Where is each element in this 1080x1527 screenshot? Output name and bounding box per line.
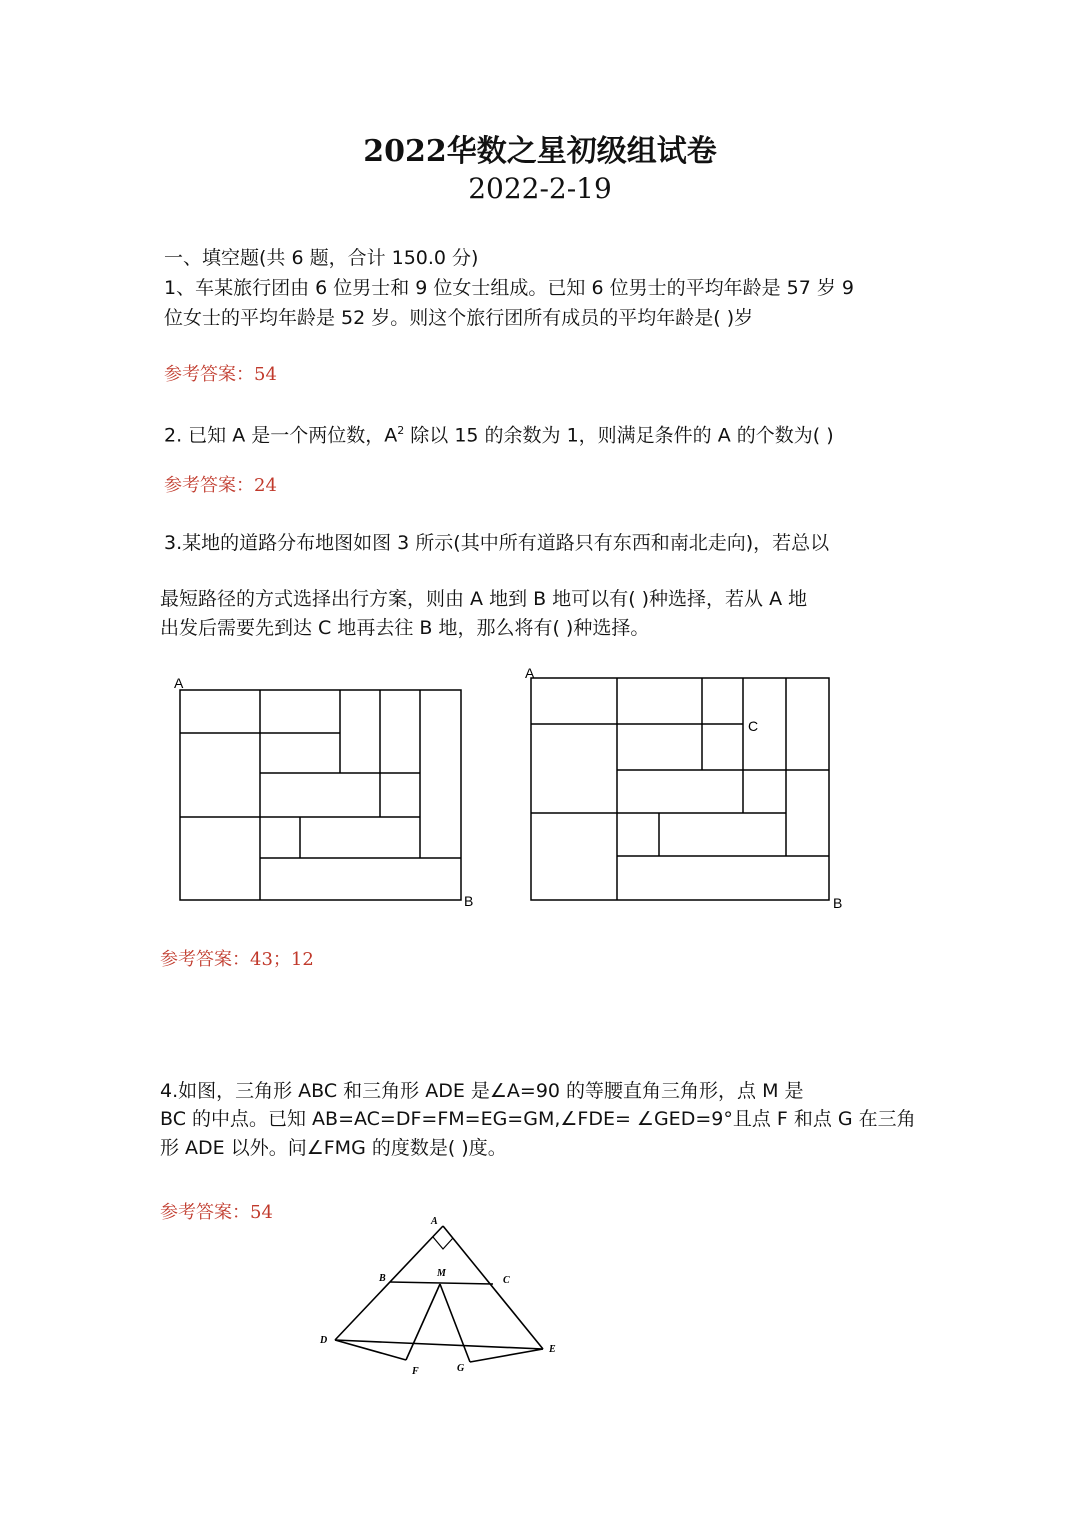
q3-line-3: 出发后需要先到达 C 地再去往 B 地，那么将有( )种选择。 — [160, 617, 650, 639]
vertex-label-g: G — [457, 1363, 465, 1374]
vertex-label-c: C — [503, 1275, 510, 1286]
q3-line-1: 3.某地的道路分布地图如图 3 所示(其中所有道路只有东西和南北走向)，若总以 — [164, 532, 830, 554]
segment-ge — [470, 1349, 543, 1362]
segment-bc — [390, 1282, 493, 1284]
page-title: 2022华数之星初级组试卷 — [363, 134, 717, 169]
right-angle-mark — [433, 1237, 453, 1249]
map2-label-c: C — [748, 718, 759, 734]
map1-label-a: A — [174, 675, 184, 691]
vertex-label-d: D — [320, 1335, 328, 1346]
q4-line-1: 4.如图，三角形 ABC 和三角形 ADE 是∠A=90 的等腰直角三角形，点 M 是 — [160, 1080, 804, 1102]
section-heading: 一、填空题(共 6 题，合计 150.0 分) — [164, 247, 479, 269]
q1-line-1: 1、车某旅行团由 6 位男士和 9 位女士组成。已知 6 位男士的平均年龄是 57 岁 9 — [164, 277, 854, 299]
vertex-label-b: B — [379, 1273, 386, 1284]
segment-fm — [406, 1284, 440, 1360]
q3-line-2: 最短路径的方式选择出行方案，则由 A 地到 B 地可以有( )种选择，若从 A 地 — [160, 588, 808, 610]
q2-answer: 参考答案：24 — [164, 475, 277, 496]
q1-line-2: 位女士的平均年龄是 52 岁。则这个旅行团所有成员的平均年龄是( )岁 — [164, 307, 754, 329]
map2-label-b: B — [833, 895, 843, 911]
q4-line-2: BC 的中点。已知 AB=AC=DF=FM=EG=GM,∠FDE= ∠GED=9°且点 F 和点 G 在三角 — [160, 1108, 916, 1130]
segment-mg — [440, 1284, 470, 1362]
q2-text-part1: 2. 已知 A 是一个两位数，A — [164, 424, 398, 447]
q4-answer: 参考答案：54 — [160, 1202, 273, 1223]
map1-label-b: B — [464, 893, 474, 909]
q2-superscript: 2 — [397, 424, 405, 437]
q4-line-3: 形 ADE 以外。问∠FMG 的度数是( )度。 — [160, 1137, 507, 1159]
vertex-label-m: M — [437, 1268, 446, 1279]
q3-answer: 参考答案：43；12 — [160, 949, 314, 970]
exam-date: 2022-2-19 — [468, 172, 612, 205]
q1-answer: 参考答案：54 — [164, 364, 277, 385]
q2-text-part2: 除以 15 的余数为 1，则满足条件的 A 的个数为( ) — [404, 424, 834, 447]
segment-de — [335, 1340, 543, 1349]
map2-label-a: A — [525, 665, 535, 681]
vertex-label-a: A — [431, 1216, 438, 1227]
vertex-label-e: E — [549, 1344, 556, 1355]
vertex-label-f: F — [412, 1366, 419, 1377]
